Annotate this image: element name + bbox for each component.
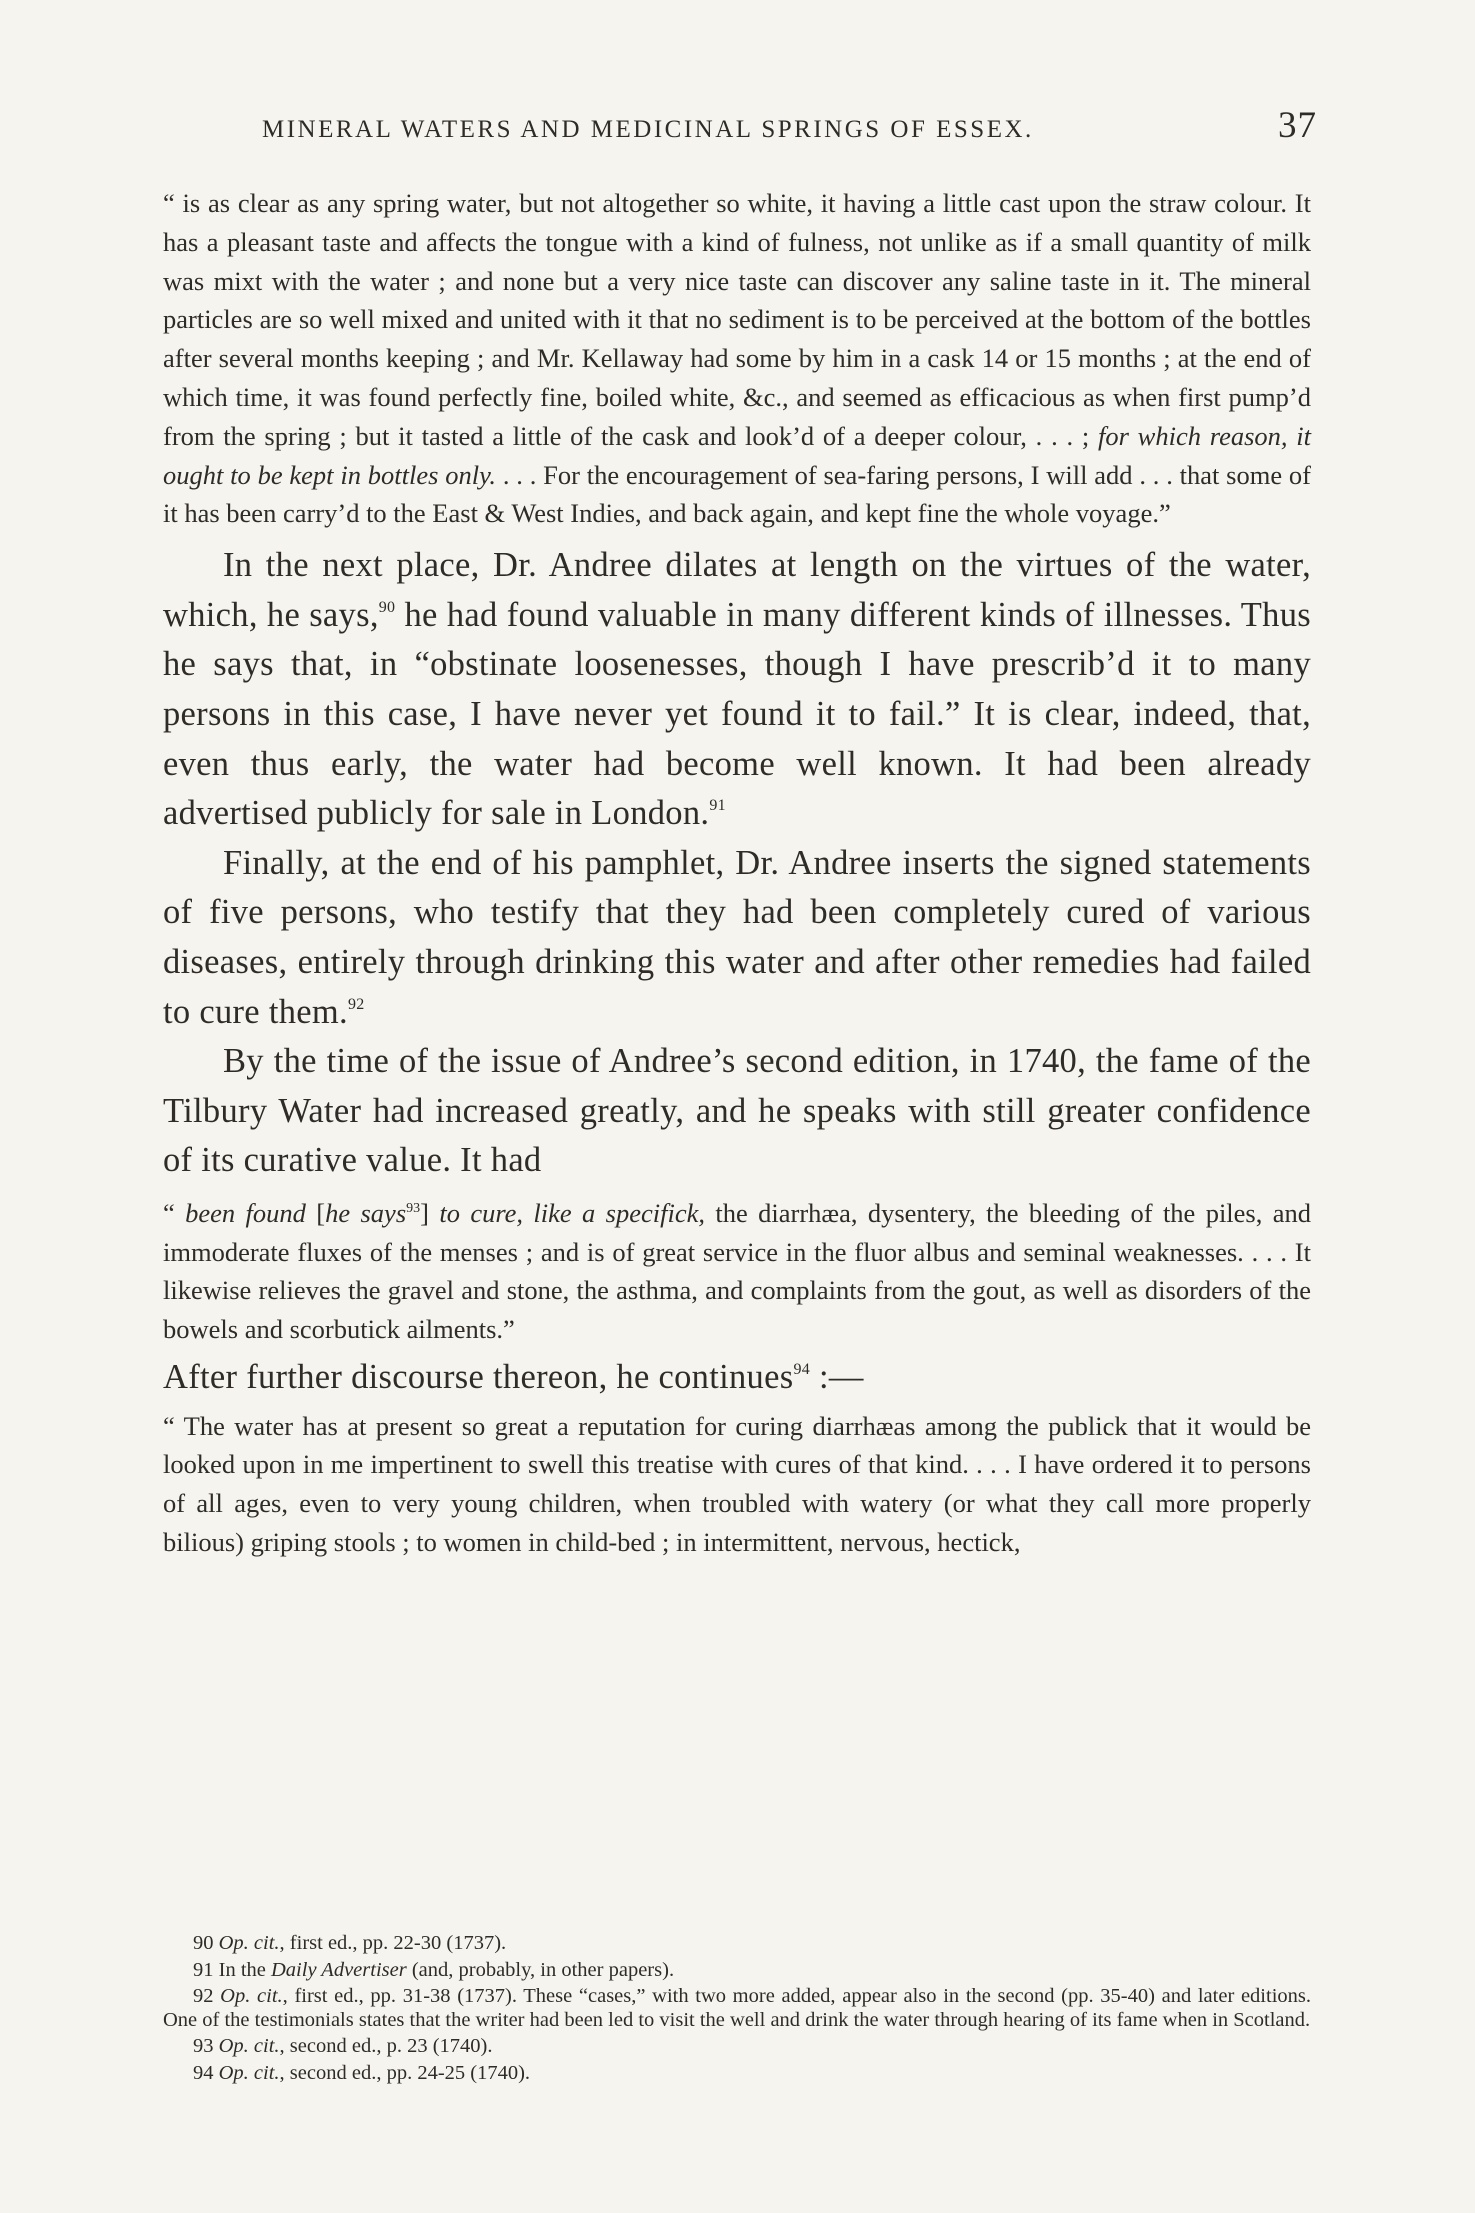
block-quote: “ The water has at present so great a reputation for curing diarrhæas among the publick that it would be looked upon in me impertinent to swell this treatise with cures of that kind. . . . I have ordered it to persons of all ages, even to very young children, when troubled with watery (or what they call more properly bilious) griping stools ; to women in child-bed ; in intermittent, nervous, hectick, <box>163 1410 1311 1558</box>
footnote: 94 Op. cit., second ed., pp. 24-25 (1740). <box>193 2061 531 2084</box>
footnote-ref[interactable]: 91 <box>709 797 726 815</box>
footnote-ref[interactable]: 92 <box>347 995 365 1013</box>
block-quote: “ been found [he says$^{93}$] to cure, like a specifick, the diarrhæa, dysentery, the bleeding of the piles, and immoderate fluxes of the menses ; and is of great service in the fluor albus and seminal weaknesses. . . . It likewise relieves the gravel and stone, the asthma, and complaints from the gout, as well as disorders of the bowels and scorbutick ailments.” <box>163 1197 1311 1345</box>
body-text <box>163 184 1311 1562</box>
paragraph: By the time of the issue of Andree’s second edition, in 1740, the fame of the Tilbury Water had increased greatly, and he speaks with still greater confidence of its curative value. It had <box>163 1042 1311 1180</box>
paragraph: In the next place, Dr. Andree dilates at length on the virtues of the water, which, he says,$^{90}$ he had found valuable in many different kinds of illnesses. Thus he says that, in “obstinate loosenesses, though I have prescrib’d it to many persons in this case, I have never yet found it to fail.” It is clear, indeed, that, even thus early, the water had become well known. It had been already advertised publicly for sale in London.$^{91}$ <box>163 546 1311 833</box>
footnotes <box>163 1932 1311 2085</box>
footnote: 93 Op. cit., second ed., p. 23 (1740). <box>193 2035 493 2057</box>
footnote-ref[interactable]: 90 <box>378 598 396 616</box>
footnote-ref[interactable]: 93 <box>406 1200 421 1216</box>
block-quote: “ is as clear as any spring water, but not altogether so white, it having a little cast upon the straw colour. It has a pleasant taste and affects the tongue with a kind of fulness, not unlike as if a small quantity of milk was mixt with the water ; and none but a very nice taste can discover any saline taste in it. The mineral particles are so well mixed and united with it that no sediment is to be perceived at the bottom of the bottles after several months keeping ; and Mr. Kellaway had some by him in a cask 14 or 15 months ; at the end of which time, it was found perfectly fine, boiled white, &c., and seemed as efficacious as when first pump’d from the spring ; but it tasted a little of the cask and look’d of a deeper colour, . . . ; for which reason, it ought to be kept in bottles only. . . . For the encouragement of sea-faring persons, I will add . . . that some of it has been carry’d to the East & West Indies, and back again, and kept fine the whole voyage.” <box>163 188 1312 529</box>
footnote: 91 In the Daily Advertiser (and, probably, in other papers). <box>193 1958 675 1981</box>
running-title: MINERAL WATERS AND MEDICINAL SPRINGS OF ESSEX. <box>262 116 1034 143</box>
page-number: 37 <box>1278 105 1317 146</box>
page-header <box>262 104 1317 147</box>
footnote: 92 Op. cit., first ed., pp. 31-38 (1737). These “cases,” with two more added, appear also in the second (pp. 35-40) and later editions. One of the testimonials states that the writer had been led to visit the well and drink the water through hearing of its fame when in Scotland. <box>163 1985 1311 2031</box>
footnote: 90 Op. cit., first ed., pp. 22-30 (1737). <box>193 1932 507 1954</box>
footnote-ref[interactable]: 94 <box>793 1361 811 1379</box>
paragraph: Finally, at the end of his pamphlet, Dr. Andree inserts the signed statements of five persons, who testify that they had been completely cured of various diseases, entirely through drinking this water and after other remedies had failed to cure them.$^{92}$ <box>163 843 1311 1031</box>
paragraph: After further discourse thereon, he continues$^{94}$ :— <box>163 1358 864 1397</box>
